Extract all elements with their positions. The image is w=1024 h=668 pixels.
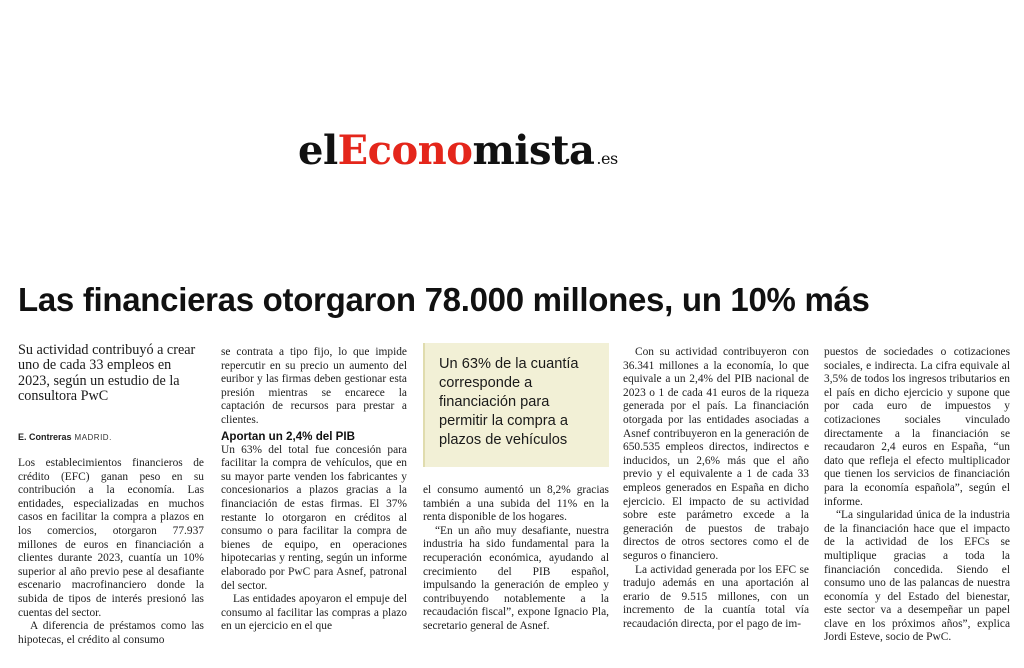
column-2 — [221, 346, 407, 662]
paragraph: “La singularidad única de la industria de la financiación hace que el impacto de la actividad de los EFCs se multiplique gracias a toda la financiación concedida. Siendo el consumo uno de las palancas de nuestra economía y del Estado del bienestar, este sector va a desempeñar un papel clave en los próximos años”, explica Jordi Esteve, socio de PwC. — [824, 509, 1010, 644]
paragraph: Un 63% del total fue concesión para facilitar la compra de vehículos, que en su mayor parte venden los fabricantes y concesionarios a plazos gracias a la financiación de estas firmas. El 37% restante lo otorgaron en créditos al consumo o para facilitar la compra de bienes de equipo, en operaciones hipotecarias y renting, según un informe elaborado por PwC para Asnef, patronal del sector. — [221, 443, 407, 592]
byline-author: E. Contreras — [18, 432, 72, 442]
byline-city: MADRID. — [74, 433, 112, 442]
column-4 — [623, 346, 809, 662]
pull-quote-box — [423, 343, 609, 467]
paragraph: puestos de sociedades o cotizaciones sociales, e indirecta. La cifra equivale al 3,5% de todos los ingresos tributarios en el país en dicho ejercicio y supone que por cada euro de impuestos y cotizaciones sociales vinculado directamente a la financiación se recaudaron 2,4 euros en España, “un dato que refleja el efecto multiplicador que tienen los servicios de financiación para la economía española”, según el informe. — [824, 346, 1010, 508]
column-5 — [824, 346, 1010, 662]
paragraph: La actividad generada por los EFC se tradujo además en una aportación al erario de 9.515 millones, con un incremento de la cuantía total vía recaudación directa, por el pago de im- — [623, 563, 809, 630]
logo-mista: mista — [472, 127, 595, 174]
paragraph: Los establecimientos financieros de crédito (EFC) ganan peso en su contribución a la economía. Las entidades, especializadas en muchos casos en facilitar la compra a plazos en los comercios, otorgaron 77.937 millones de euros en financiación a clientes durante 2023, cuantía un 10% superior al año previo pese al desafiante escenario macrofinanciero donde la subida de tipos de interés presionó las cuentas del sector. — [18, 457, 204, 619]
column-3 — [423, 484, 609, 662]
paragraph: A diferencia de préstamos como las hipotecas, el crédito al consumo — [18, 620, 204, 646]
subtitle: Su actividad contribuyó a crear uno de cada 33 empleos en 2023, según un estudio de la consultora PwC — [18, 342, 196, 405]
byline — [18, 432, 204, 442]
paragraph: se contrata a tipo fijo, lo que impide repercutir en su precio un aumento del euribor y las firmas deben gestionar esta presión mientras se encarece la captación de recursos para prestar a clientes. — [221, 346, 407, 426]
masthead-logo — [298, 126, 618, 184]
logo-tld: .es — [596, 149, 618, 168]
paragraph: Con su actividad contribuyeron con 36.341 millones a la economía, lo que equivale a un 2,4% del PIB nacional de 2023 o 1 de cada 41 euros de la riqueza generada por el país. La financiación otorgada por las entidades asociadas a Asnef contribuyeron en la generación de 650.535 empleos directos, indirectos e inducidos, un 2,6% más que el año previo y el equivalente a 1 de cada 33 empleos generados en España en dicho ejercicio. El impacto de su actividad sobre este parámetro excede a la generación de puestos de trabajo directos de otros sectores como el de seguros o financiero. — [623, 346, 809, 562]
paragraph: el consumo aumentó un 8,2% gracias también a una subida del 11% en la renta disponible de los hogares. — [423, 484, 609, 524]
headline: Las financieras otorgaron 78.000 millones, un 10% más — [18, 281, 870, 318]
logo-el: el — [298, 127, 338, 174]
section-heading: Aportan un 2,4% del PIB — [221, 429, 355, 443]
paragraph: “En un año muy desafiante, nuestra industria ha sido fundamental para la recuperación económica, ayudando al crecimiento del PIB español, impulsando la generación de empleo y contribuyendo notablemente a la recaudación fiscal”, expone Ignacio Pla, secretario general de Asnef. — [423, 524, 609, 632]
logo-econo: Econo — [337, 127, 473, 174]
column-1 — [18, 457, 204, 662]
pull-quote: Un 63% de la cuantía corresponde a financiación para permitir la compra a plazos de vehículos — [439, 356, 579, 448]
paragraph: Las entidades apoyaron el empuje del consumo al facilitar las compras a plazo en un ejercicio en el que — [221, 593, 407, 633]
